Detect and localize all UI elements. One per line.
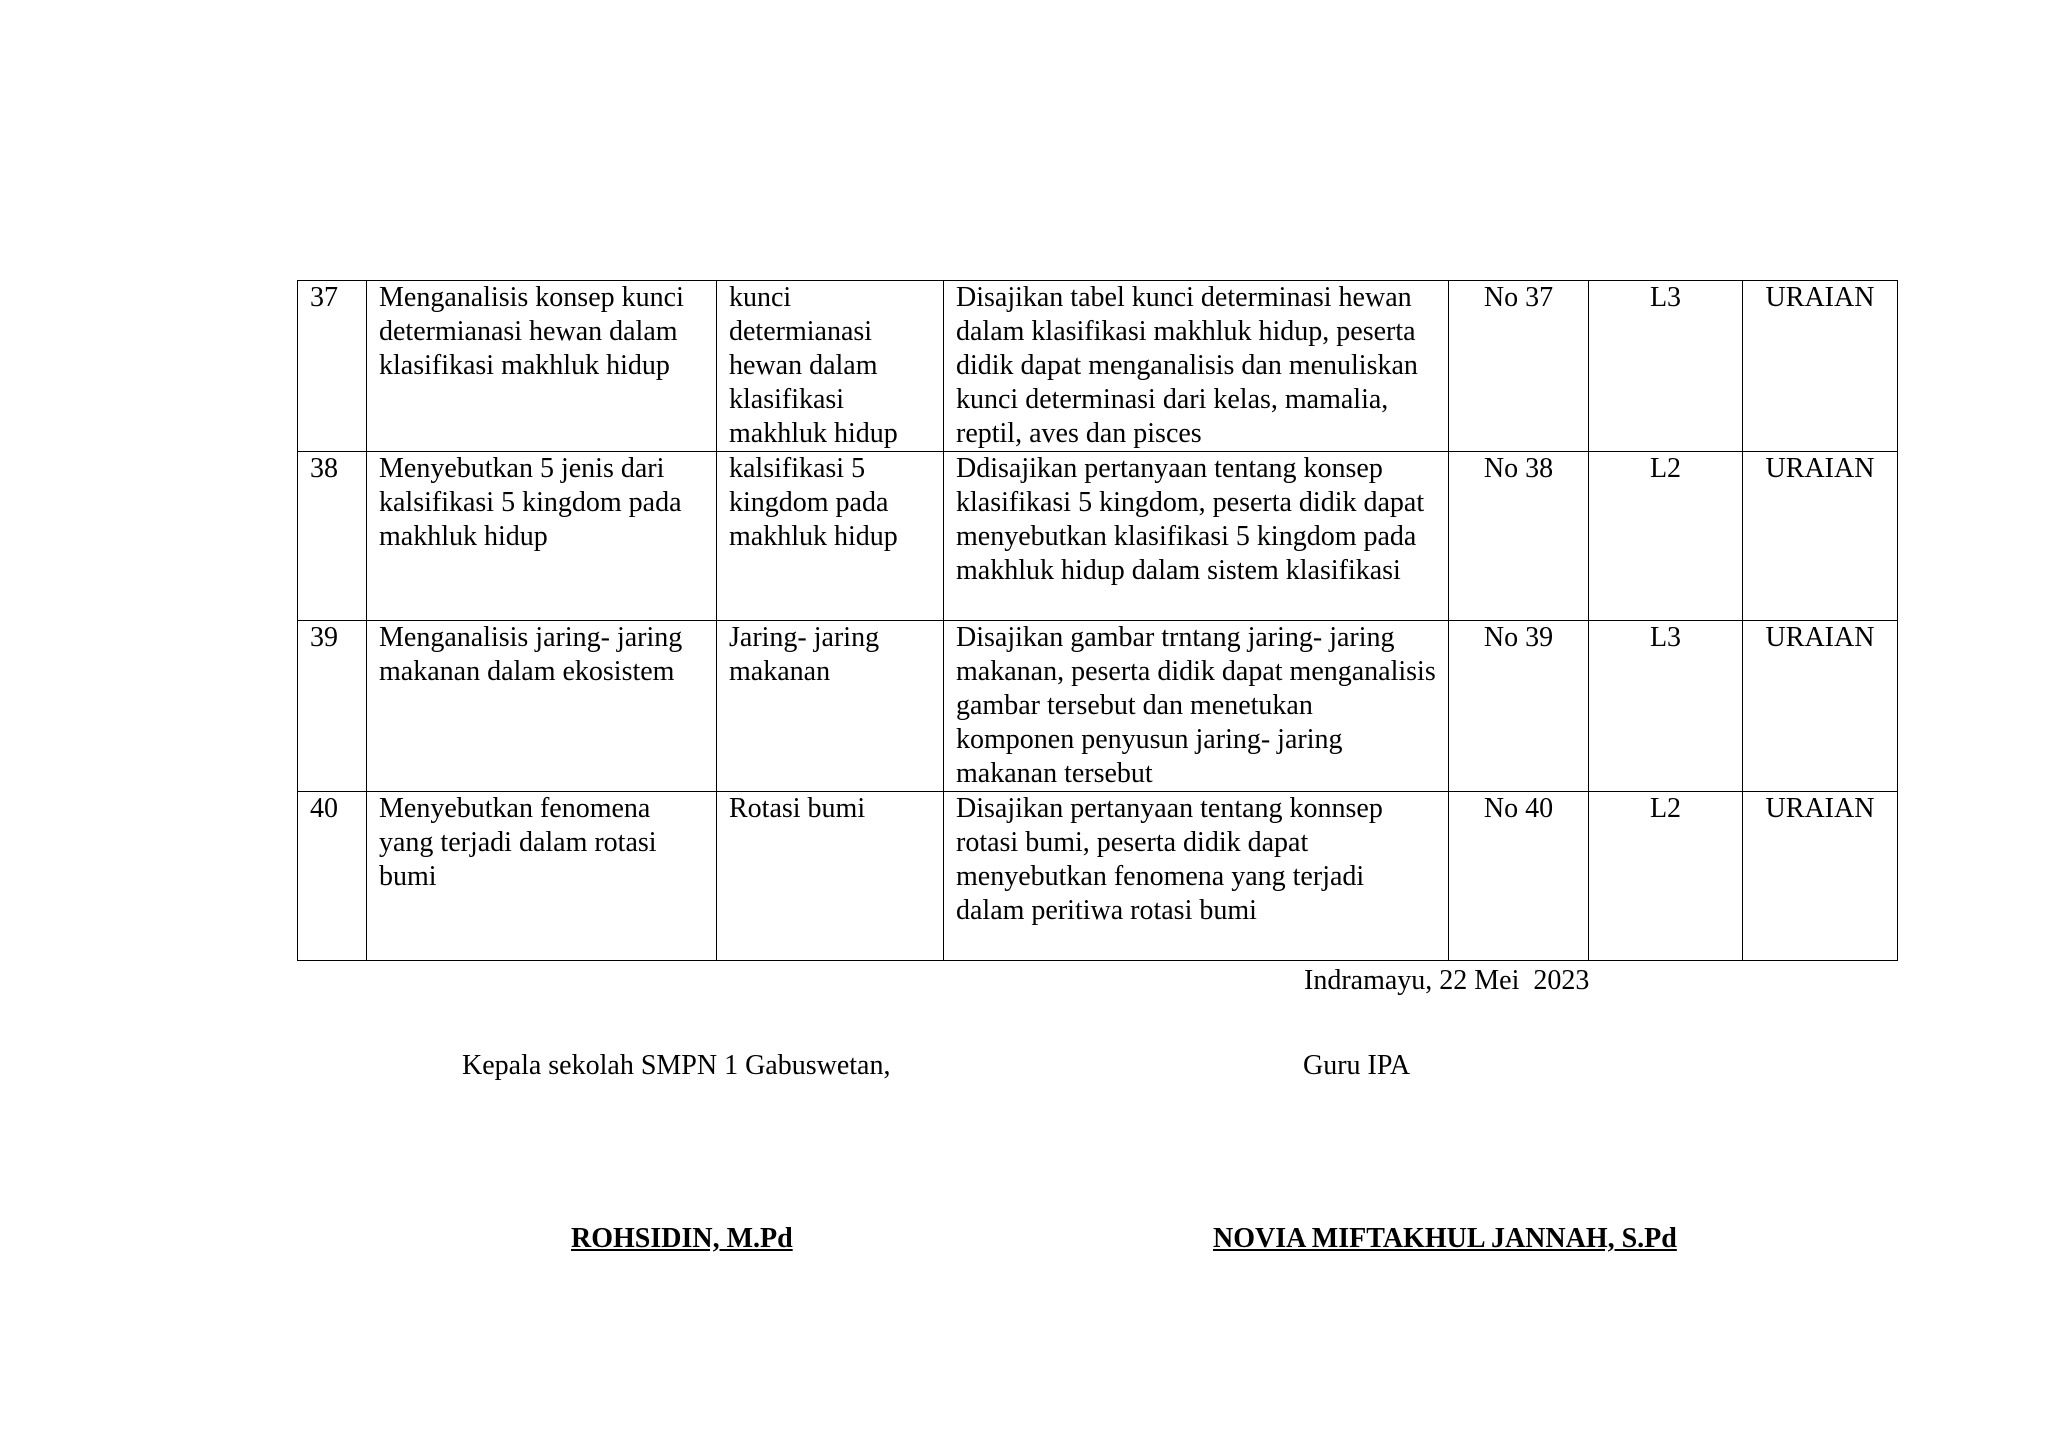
indicator-cell: Disajikan gambar trntang jaring- jaring makanan, peserta didik dapat menganalisis gambar tersebut dan menetukan komponen penyusun jaring- jaring makanan tersebut [944, 621, 1449, 792]
level-cell: L3 [1589, 621, 1743, 792]
table-row [298, 621, 1898, 792]
table-row [298, 792, 1898, 961]
table-row [298, 281, 1898, 452]
table-row [298, 452, 1898, 621]
row-number: 39 [298, 621, 367, 792]
item-number-cell: No 39 [1449, 621, 1589, 792]
competency-cell: Menyebutkan 5 jenis dari kalsifikasi 5 kingdom pada makhluk hidup [367, 452, 717, 621]
competency-cell: Menganalisis konsep kunci determianasi hewan dalam klasifikasi makhluk hidup [367, 281, 717, 452]
form-cell: URAIAN [1743, 621, 1898, 792]
indicator-cell: Ddisajikan pertanyaan tentang konsep klasifikasi 5 kingdom, peserta didik dapat menyebutkan klasifikasi 5 kingdom pada makhluk hidup dalam sistem klasifikasi [944, 452, 1449, 621]
competency-cell: Menganalisis jaring- jaring makanan dalam ekosistem [367, 621, 717, 792]
teacher-role: Guru IPA [1303, 1050, 1411, 1081]
material-cell: Jaring- jaring makanan [717, 621, 944, 792]
competency-cell: Menyebutkan fenomena yang terjadi dalam rotasi bumi [367, 792, 717, 961]
material-cell: kunci determianasi hewan dalam klasifikasi makhluk hidup [717, 281, 944, 452]
row-number: 38 [298, 452, 367, 621]
item-number-cell: No 38 [1449, 452, 1589, 621]
level-cell: L3 [1589, 281, 1743, 452]
principal-name: ROHSIDIN, M.Pd [571, 1223, 793, 1254]
signature-date: Indramayu, 22 Mei 2023 [1304, 965, 1590, 996]
grid-table [297, 280, 1898, 961]
form-cell: URAIAN [1743, 792, 1898, 961]
level-cell: L2 [1589, 452, 1743, 621]
principal-role: Kepala sekolah SMPN 1 Gabuswetan, [462, 1050, 891, 1081]
material-cell: Rotasi bumi [717, 792, 944, 961]
form-cell: URAIAN [1743, 452, 1898, 621]
indicator-cell: Disajikan pertanyaan tentang konnsep rotasi bumi, peserta didik dapat menyebutkan fenomena yang terjadi dalam peritiwa rotasi bumi [944, 792, 1449, 961]
indicator-cell: Disajikan tabel kunci determinasi hewan dalam klasifikasi makhluk hidup, peserta didik dapat menganalisis dan menuliskan kunci determinasi dari kelas, mamalia, reptil, aves dan pisces [944, 281, 1449, 452]
row-number: 40 [298, 792, 367, 961]
form-cell: URAIAN [1743, 281, 1898, 452]
teacher-name: NOVIA MIFTAKHUL JANNAH, S.Pd [1213, 1223, 1677, 1254]
item-number-cell: No 40 [1449, 792, 1589, 961]
row-number: 37 [298, 281, 367, 452]
item-number-cell: No 37 [1449, 281, 1589, 452]
level-cell: L2 [1589, 792, 1743, 961]
material-cell: kalsifikasi 5 kingdom pada makhluk hidup [717, 452, 944, 621]
